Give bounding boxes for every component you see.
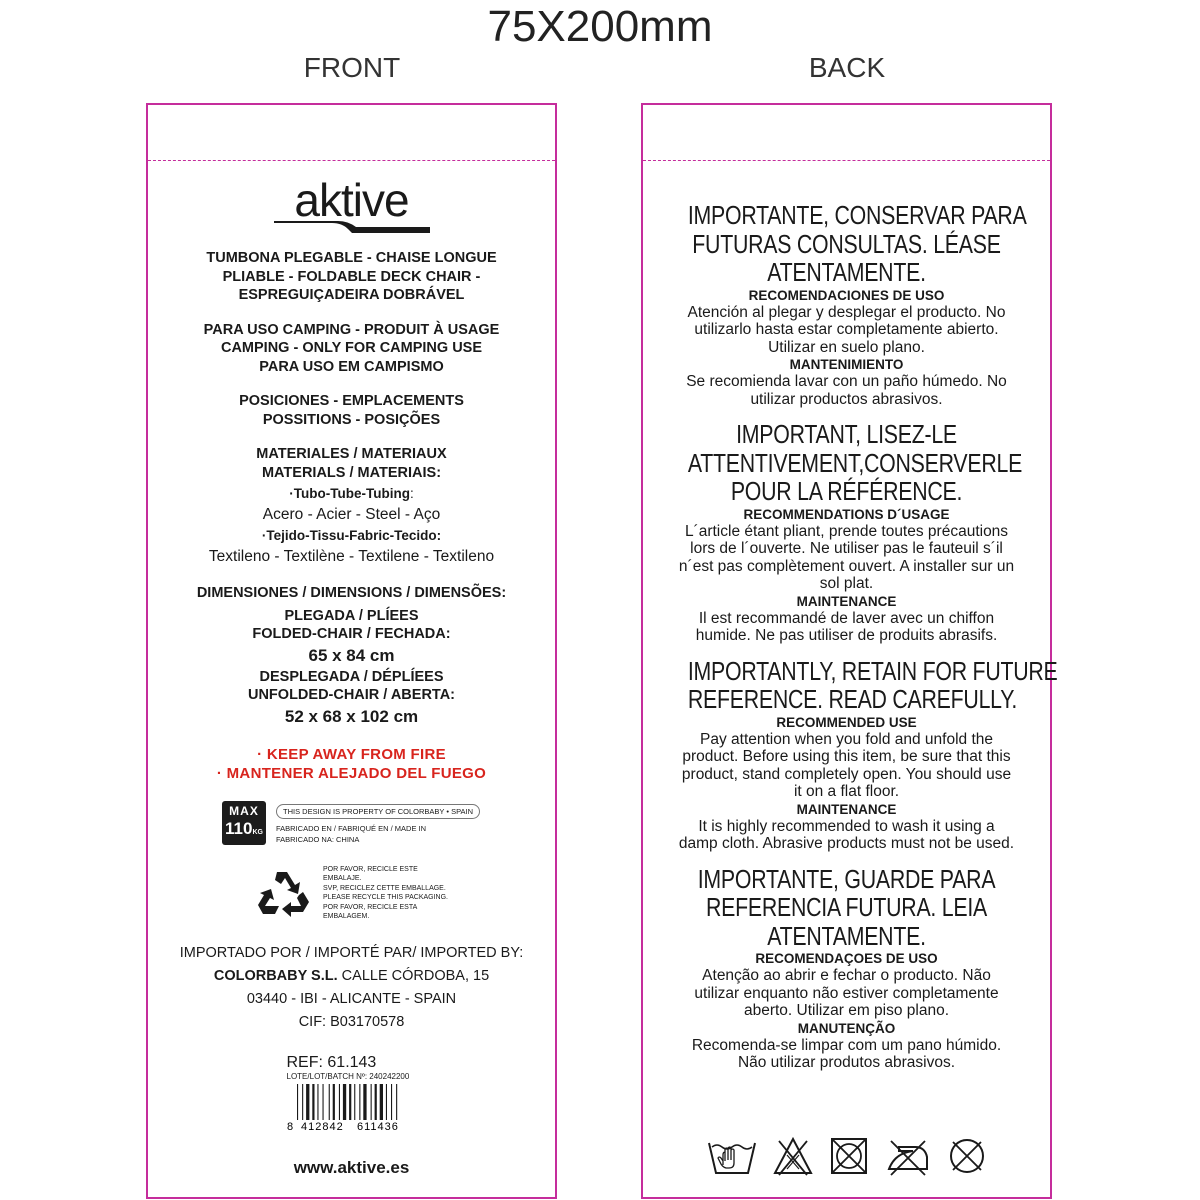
maintenance-title: MANTENIMIENTO	[789, 357, 904, 372]
brand-name: aktive	[294, 174, 409, 226]
barcode-bar	[317, 1084, 318, 1120]
barcode-bar	[342, 1084, 345, 1120]
section-french	[653, 420, 1040, 645]
barcode-bar	[359, 1084, 360, 1120]
barcode-bar	[338, 1084, 339, 1120]
section-heading-line: ATENTAMENTE.	[767, 257, 926, 287]
text-line: Atenção ao abrir e fechar o producto. Não	[702, 967, 991, 984]
barcode-bar	[370, 1084, 371, 1120]
fire-warning	[148, 745, 555, 783]
section-portuguese	[653, 865, 1040, 1072]
text-line: Utilizar en suelo plano.	[768, 338, 925, 356]
text-line: Se recomienda lavar con un paño húmedo. No	[686, 373, 1007, 390]
barcode-bar	[374, 1084, 376, 1120]
text-line: sol plat.	[819, 575, 874, 592]
use-title: RECOMENDAÇOES DE USO	[755, 951, 938, 966]
text-line: lors de l´ouverte. Ne utiliser pas le fauteuil s´il	[690, 540, 1003, 557]
cif-number: CIF: B03170578	[298, 1013, 405, 1030]
brand-logo	[272, 174, 432, 239]
size-title: 75X200mm	[487, 2, 713, 51]
text-line: PLEGADA / PLÍEES	[284, 607, 419, 624]
positions	[148, 392, 555, 429]
barcode-bar	[297, 1084, 298, 1120]
usage-description	[148, 321, 555, 377]
property-note: THIS DESIGN IS PROPERTY OF COLORBABY • SPAIN	[276, 804, 480, 819]
hand-wash-icon	[707, 1135, 757, 1177]
barcode-bar	[349, 1084, 351, 1120]
recycle-line: PLEASE RECYCLE THIS PACKAGING.	[323, 894, 449, 901]
barcode-icon	[287, 1084, 417, 1132]
importer-company: COLORBABY S.L.	[213, 967, 338, 984]
text-line: CAMPING - ONLY FOR CAMPING USE	[220, 340, 483, 356]
dimensions	[148, 584, 555, 729]
section-heading-line: REFERENCE. READ CAREFULLY.	[687, 684, 1018, 714]
barcode-bar	[302, 1084, 303, 1120]
section-heading-line: REFERENCIA FUTURA. LEIA	[705, 892, 988, 922]
text-line: POSSITIONS - POSIÇÕES	[262, 411, 441, 428]
folded-size: 65 x 84 cm	[308, 645, 395, 665]
recycle-line: POR FAVOR, RECICLE ESTA EMBALAGEM.	[323, 903, 417, 920]
section-heading-line: IMPORTANTE, GUARDE PARA	[697, 863, 996, 894]
text-line: PLIABLE - FOLDABLE DECK CHAIR -	[222, 268, 481, 285]
front-content	[148, 174, 555, 1178]
care-symbols	[643, 1135, 1050, 1177]
text-line: utilizar enquanto não estiver completamente	[694, 984, 999, 1002]
do-not-dry-clean-icon	[947, 1135, 987, 1177]
section-heading-line: IMPORTANTE, CONSERVAR PARA	[687, 200, 1027, 230]
importer-label: IMPORTADO POR / IMPORTÉ PAR/ IMPORTED BY:	[179, 944, 524, 961]
text-line: product, stand completely open. You should use	[681, 765, 1012, 783]
section-heading-line: POUR LA RÉFÉRENCE.	[730, 476, 963, 506]
back-label: BACK	[808, 52, 886, 83]
max-value	[222, 819, 266, 843]
front-panel	[146, 103, 557, 1199]
logo-swoosh-icon	[272, 221, 432, 235]
max-load-badge	[222, 801, 266, 845]
recycle-text	[323, 865, 448, 922]
max-label: MAX	[229, 803, 259, 818]
tube-colon: :	[409, 486, 414, 501]
text-line: Il est recommandé de laver avec un chiffon	[698, 609, 995, 627]
maintenance-title: MAINTENANCE	[796, 593, 897, 609]
batch-number: LOTE/LOT/BATCH Nº: 240242200	[286, 1071, 410, 1081]
use-title: RECOMENDACIONES DE USO	[748, 287, 945, 303]
barcode-bar	[391, 1084, 392, 1120]
use-title: RECOMMENDATIONS D´USAGE	[743, 506, 950, 522]
reference-block	[287, 1054, 417, 1132]
barcode-bar	[306, 1084, 309, 1120]
text-line: Pay attention when you fold and unfold the	[700, 730, 993, 748]
maintenance-title: MAINTENANCE	[796, 801, 897, 817]
text-line: PARA USO CAMPING - PRODUIT À USAGE	[203, 321, 500, 338]
barcode-bar	[363, 1084, 366, 1120]
text-line: FOLDED-CHAIR / FECHADA:	[252, 626, 451, 642]
importer-info	[148, 942, 555, 1034]
fabric-value: Textileno - Textilène - Textilene - Textileno	[208, 548, 495, 565]
text-line: damp cloth. Abrasive products must not be used.	[678, 835, 1015, 852]
recycle-row	[148, 865, 555, 922]
barcode-first-digit: 8	[286, 1120, 293, 1132]
barcode-bar	[354, 1084, 355, 1120]
barcode-bar	[332, 1084, 334, 1120]
barcode-left-digits: 412842	[300, 1120, 344, 1132]
max-number: 110	[225, 818, 253, 838]
section-heading-line: ATENTAMENTE.	[767, 920, 926, 951]
barcode-bar	[312, 1084, 314, 1120]
barcode-right-digits: 611436	[356, 1120, 399, 1132]
text-line: PARA USO EM CAMPISMO	[259, 358, 444, 375]
text-line: DESPLEGADA / DÉPLÍEES	[259, 668, 444, 685]
barcode-bar	[328, 1084, 329, 1120]
text-line: Atención al plegar y desplegar el producto. No	[687, 303, 1006, 321]
section-spanish	[653, 201, 1040, 408]
max-unit: KG	[252, 828, 263, 836]
text-line: utilizar productos abrasivos.	[750, 390, 943, 408]
back-content	[643, 200, 1058, 1084]
recycle-line: SVP, RECICLEZ CETTE EMBALLAGE.	[323, 884, 446, 892]
section-heading-line: FUTURAS CONSULTAS. LÉASE	[692, 228, 1001, 259]
tube-label	[148, 484, 555, 504]
fire-warning-line: · MANTENER ALEJADO DEL FUEGO	[216, 764, 487, 782]
fire-warning-line: · KEEP AWAY FROM FIRE	[257, 745, 446, 763]
use-title: RECOMMENDED USE	[776, 714, 917, 730]
reference-number: REF: 61.143	[286, 1053, 377, 1071]
text-line: n´est pas complètement ouvert. A installer sur un	[678, 557, 1015, 575]
barcode-bar	[379, 1084, 382, 1120]
tube-label-text: ·Tubo-Tube-Tubing	[289, 486, 410, 501]
do-not-iron-icon	[885, 1135, 931, 1177]
text-line: humide. Ne pas utiliser de produits abrasifs.	[695, 627, 998, 644]
made-in-line: FABRICADO NA: CHINA	[276, 834, 360, 844]
text-line: MATERIALES / MATERIAUX	[256, 446, 447, 462]
barcode-bar	[396, 1084, 397, 1120]
text-line: TUMBONA PLEGABLE - CHAISE LONGUE	[206, 250, 497, 266]
text-line: L´article étant pliant, prende toutes précautions	[684, 522, 1009, 540]
materials	[148, 445, 555, 568]
front-label: FRONT	[303, 52, 401, 83]
text-line: It is highly recommended to wash it using a	[698, 817, 995, 835]
text-line: Não utilizar produtos abrasivos.	[737, 1054, 956, 1071]
text-line: product. Before using this item, be sure that this	[682, 748, 1011, 765]
text-line: POSICIONES - EMPLACEMENTS	[239, 393, 464, 409]
origin-info	[276, 801, 481, 845]
recycle-icon	[255, 868, 315, 918]
product-description	[148, 249, 555, 305]
do-not-tumble-dry-icon	[829, 1135, 869, 1177]
text-line: ESPREGUIÇADEIRA DOBRÁVEL	[238, 287, 465, 303]
section-heading-line: ATTENTIVEMENT,CONSERVERLE	[687, 447, 1023, 478]
importer-street: CALLE CÓRDOBA, 15	[341, 967, 490, 984]
max-load-row	[148, 801, 555, 845]
maintenance-title: MANUTENÇÃO	[797, 1020, 896, 1036]
section-heading-line: IMPORTANTLY, RETAIN FOR FUTURE	[687, 655, 1058, 686]
text-line: UNFOLDED-CHAIR / ABERTA:	[247, 687, 455, 703]
importer-city: 03440 - IBI - ALICANTE - SPAIN	[246, 990, 457, 1007]
text-line: Recomenda-se limpar com um pano húmido.	[691, 1036, 1002, 1054]
recycle-line: POR FAVOR, RECICLE ESTE EMBALAJE.	[323, 865, 418, 882]
text-line: it on a flat floor.	[793, 783, 900, 800]
tube-value: Acero - Acier - Steel - Aço	[262, 506, 441, 523]
dimensions-heading: DIMENSIONES / DIMENSIONS / DIMENSÕES:	[196, 585, 507, 601]
fold-line	[643, 160, 1050, 161]
barcode-bar	[385, 1084, 386, 1120]
unfolded-size: 52 x 68 x 102 cm	[284, 706, 419, 726]
text-line: MATERIALS / MATERIAIS:	[261, 464, 442, 481]
fold-line	[148, 160, 555, 161]
made-in-line: FABRICADO EN / FABRIQUÉ EN / MADE IN	[276, 823, 427, 833]
text-line: utilizarlo hasta estar completamente abierto.	[694, 321, 999, 338]
back-panel	[641, 103, 1058, 1199]
barcode-bar	[322, 1084, 323, 1120]
importer-address	[148, 965, 555, 988]
section-english	[653, 655, 1058, 853]
fabric-label: ·Tejido-Tissu-Fabric-Tecido:	[261, 528, 442, 543]
website-link[interactable]: www.aktive.es	[293, 1157, 410, 1177]
do-not-bleach-icon	[773, 1135, 813, 1177]
text-line: aberto. Utilizar em piso plano.	[743, 1002, 950, 1019]
section-heading-line: IMPORTANT, LISEZ-LE	[736, 419, 957, 449]
